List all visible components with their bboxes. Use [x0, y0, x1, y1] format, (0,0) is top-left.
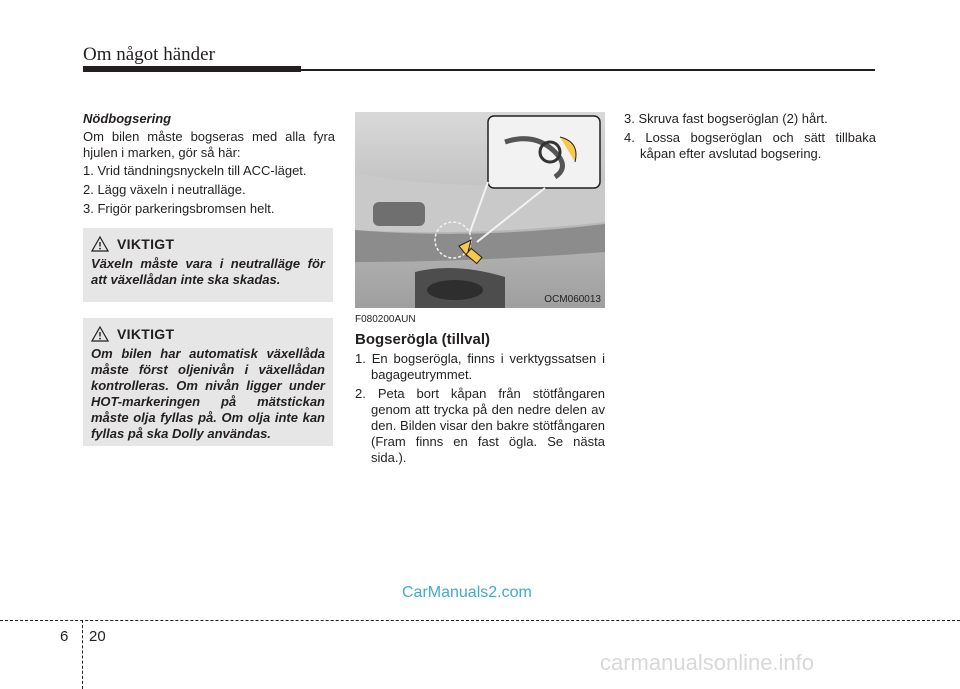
warning-text: Om bilen har automatisk växellåda måste först oljenivån i växellådan kontrolleras. Om nivån ligger under HOT-markeringen på mätstickan måste olja fyllas på. Om olja inte kan fyllas på ska Dolly användas.: [91, 346, 325, 441]
warning-triangle-icon: [91, 236, 109, 252]
column-middle: [355, 312, 605, 469]
footer-rule: [0, 620, 960, 621]
warning-box-neutral: [83, 228, 333, 302]
column-left: [83, 111, 335, 220]
towing-hook-illustration: [355, 112, 605, 308]
document-code: F080200AUN: [355, 314, 416, 325]
warning-box-automatic: [83, 318, 333, 446]
warning-title: VIKTIGT: [117, 326, 175, 342]
warning-title: VIKTIGT: [117, 236, 175, 252]
list-item: 1. Vrid tändningsnyckeln till ACC-läget.: [83, 163, 307, 178]
list-item: 2. Peta bort kåpan från stötfångaren genom att trycka på den nedre delen av den. Bilden visar den bakre stötfångaren (Fram finns en fast ögla. Se nästa sida.).: [355, 386, 605, 465]
column-right: [624, 111, 876, 165]
warning-triangle-icon: [91, 326, 109, 342]
towing-hook-steps-list: [355, 351, 605, 466]
figure-code: OCM060013: [544, 294, 601, 305]
site-watermark: carmanualsonline.info: [600, 650, 815, 675]
header-rule-thick: [83, 66, 301, 72]
section-heading-emergency-towing: Nödbogsering: [83, 111, 172, 126]
chapter-number: 6: [60, 628, 69, 645]
section-title-towing-hook: Bogserögla (tillval): [355, 331, 491, 348]
intro-paragraph: Om bilen måste bogseras med alla fyra hjulen i marken, gör så här:: [83, 129, 335, 160]
list-item: 3. Frigör parkeringsbromsen helt.: [83, 201, 275, 216]
list-item: 4. Lossa bogseröglan och sätt tillbaka kåpan efter avslutad bogsering.: [624, 130, 876, 161]
warning-text: Växeln måste vara i neutralläge för att växellådan inte ska skadas.: [91, 256, 325, 287]
rear-bumper-drawing: [355, 112, 605, 308]
page-number: 20: [89, 628, 106, 645]
list-item: 1. En bogserögla, finns i verktygssatsen i bagageutrymmet.: [355, 351, 605, 382]
header-rule-thin: [301, 69, 875, 71]
emergency-steps-list: [83, 163, 335, 217]
page-header-title: Om något händer: [83, 44, 215, 65]
list-item: 3. Skruva fast bogseröglan (2) hårt.: [624, 111, 828, 126]
list-item: 2. Lägg växeln i neutralläge.: [83, 182, 246, 197]
footer-vertical-rule: [82, 620, 83, 689]
towing-hook-steps-continued: [624, 111, 876, 162]
watermark-link[interactable]: CarManuals2.com: [402, 584, 532, 601]
